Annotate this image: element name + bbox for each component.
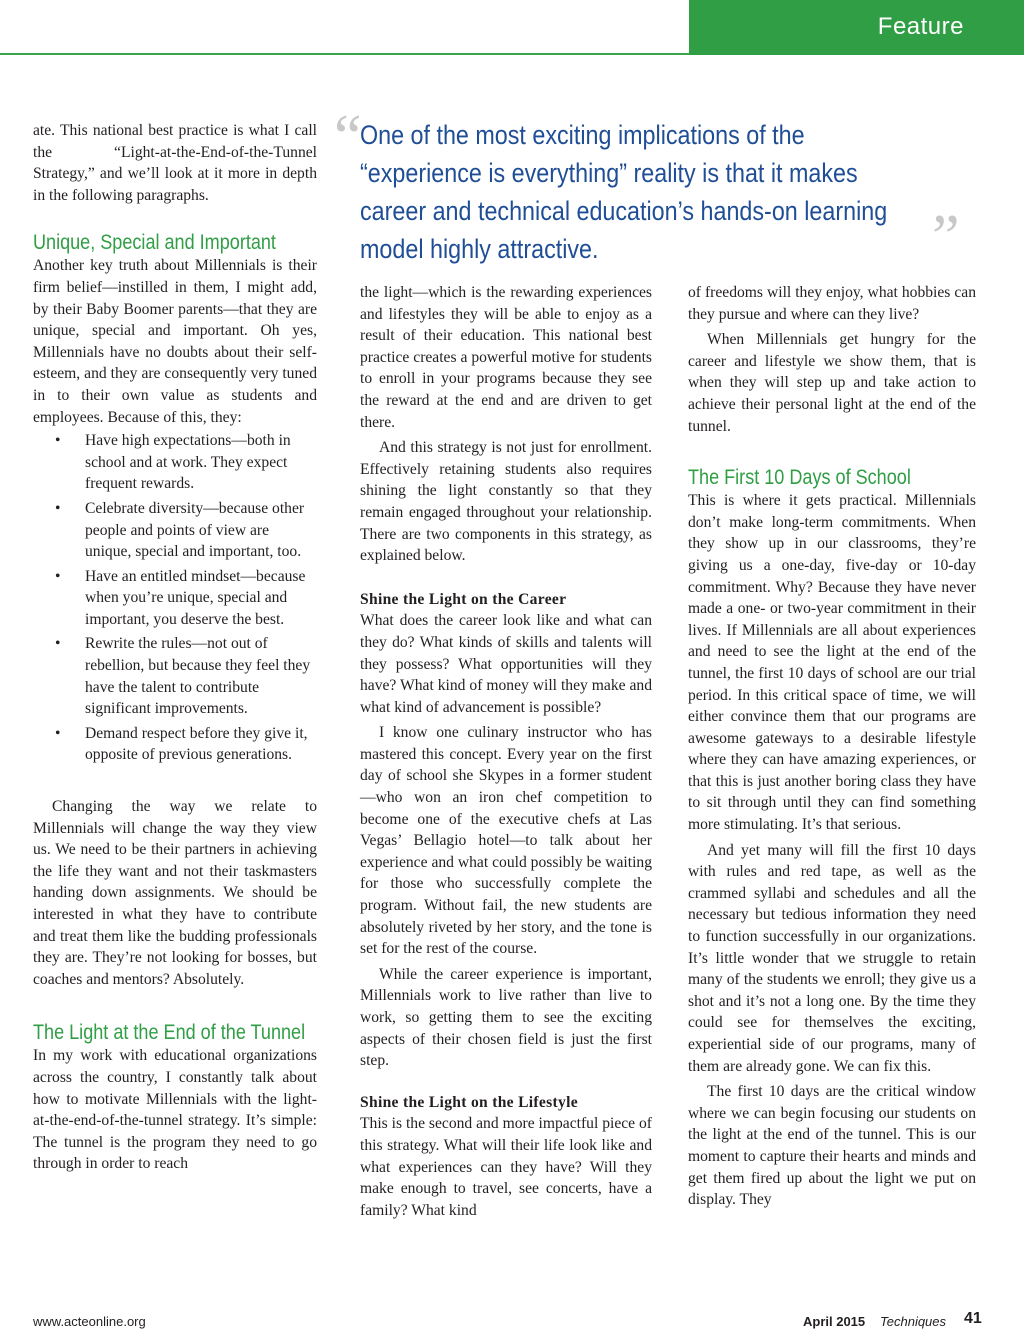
paragraph-intro: ate. This national best practice is what I call the “Light-at-the-End-of-the-Tunnel Strategy,” and we’ll look at it more in depth in the following paragraphs. — [33, 122, 317, 204]
pull-quote: One of the most exciting implications of the “experience is everything” reality is that it makes career and technical education’s hands-on learning model highly attractive. — [360, 120, 888, 264]
bullet-mark: • — [55, 724, 61, 742]
page-number: 41 — [964, 1310, 982, 1327]
column-3 — [688, 282, 976, 1211]
paragraph-window: The first 10 days are the critical window where we can begin focusing our students on the light at the end of the tunnel. This is our moment to capture their hearts and minds and get them fired up about the light we put on display. They — [688, 1083, 976, 1209]
header-rule — [0, 53, 690, 55]
paragraph-culinary: I know one culinary instructor who has mastered this concept. Every year on the first day of school she Skypes in a former student—who won an iron chef competition to become one of the executive chefs at Las Vegas’ Bellagio hotel—to talk about her experience and what could possibly be waiting for those who successfully complete the program. Without fail, the new students are absolutely riveted by her story, and the tone is set for the rest of the course. — [360, 724, 652, 958]
footer-website: www.acteonline.org — [33, 1314, 146, 1329]
heading-light-end-tunnel: The Light at the End of the Tunnel — [33, 1021, 306, 1045]
paragraph-first-days: This is where it gets practical. Millennials don’t make long-term commitments. When they show up in our classrooms, they’re giving us a one-day, five-day or 10-day commitment. Why? Because they have never made a one- or two-year commitment in their lives. If Millennials are all about experiences and need to see the light at the end of the tunnel, the first 10 days of school are our trial period. In this critical space of time, we will either convince them that our programs are awesome gateways to a desirable lifestyle where they can have amazing experiences, or that this is just another boring class they have to sit through until they can find something more stimulating. It’s that serious. — [688, 492, 976, 834]
footer-magazine: Techniques — [880, 1314, 947, 1329]
bullet-item: • Celebrate diversity—because other people and points of view are unique, special and important, too. — [55, 499, 305, 561]
bullet-mark: • — [55, 635, 61, 653]
paragraph-freedoms: of freedoms will they enjoy, what hobbies can they pursue and where can they live? — [688, 284, 976, 323]
paragraph-the-light: the light—which is the rewarding experiences and lifestyles they will be able to enjoy as a result of their education. This national best practice creates a powerful motive for students to enroll in your programs because they see the reward at the end and are driven to get there. — [360, 284, 652, 431]
bullet-list — [33, 430, 317, 766]
heading-shine-career: Shine the Light on the Career — [360, 590, 567, 608]
section-label: Feature — [877, 13, 964, 40]
paragraph-and-yet: And yet many will fill the first 10 days with rules and red tape, as well as the crammed syllabi and schedules and all the necessary but tedious information they need to function successfully in our organizations. It’s little wonder that we struggle to retain many of the students we enroll; they give us a shot and it’s not a long one. By the time they could see for themselves the exciting, experiential side of our programs, many of them are already gone. We can fix this. — [688, 841, 976, 1075]
bullet-item: • Have high expectations—both in school and at work. They expect frequent rewards. — [55, 432, 291, 493]
close-quote-mark: ” — [932, 203, 960, 271]
bullet-item: • Rewrite the rules—not out of rebellion, but because they feel they have the talent to contribute significant improvements. — [55, 635, 311, 718]
bullet-mark: • — [55, 567, 61, 585]
bullet-mark: • — [55, 432, 61, 450]
paragraph-career: What does the career look like and what can they do? What kinds of skills and talents will they possess? What opportunities will they have? What kind of money will they make and what kind of advancement is possible? — [360, 612, 652, 716]
footer-date: April 2015 — [803, 1314, 866, 1329]
paragraph-lifestyle: This is the second and more impactful piece of this strategy. What will their life look like and what experiences can they have? Will they make enough to travel, see concerts, have a family? What kind — [360, 1115, 652, 1219]
bullet-item: • Demand respect before they give it, opposite of previous generations. — [55, 724, 308, 764]
paragraph-while: While the career experience is important, Millennials work to live rather than live to work, so getting them to see the exciting aspects of their chosen field is just the first step. — [360, 965, 652, 1070]
paragraph-changing: Changing the way we relate to Millennials will change the way they view us. We need to be their partners in achieving the life they want and not their taskmasters handing down assignments. We should be interested in what they have to contribute and treat them like the budding professionals they are. They’re not looking for bosses, but coaches and mentors? Absolutely. — [33, 798, 317, 988]
bullet-mark: • — [55, 499, 61, 517]
paragraph-unique: Another key truth about Millennials is their firm belief—instilled in them, I might add, by their Baby Boomer parents—that they are unique, special and important. Oh yes, Millennials have no doubts about their self-esteem, and they are consequently very tuned in to their own value as students and employees. Because of this, they: — [33, 257, 317, 426]
bullet-item: • Have an entitled mindset—because when you’re unique, special and important, you deserve the best. — [55, 567, 306, 628]
column-1 — [33, 120, 317, 1175]
heading-first-10-days: The First 10 Days of School — [688, 466, 911, 490]
heading-shine-lifestyle: Shine the Light on the Lifestyle — [360, 1093, 578, 1111]
section-tab — [689, 0, 1024, 55]
paragraph-hungry: When Millennials get hungry for the career and lifestyle we show them, that is when they will step up and take action to achieve their personal light at the end of the tunnel. — [688, 331, 976, 435]
column-2 — [360, 282, 652, 1221]
open-quote-mark: “ — [334, 103, 362, 171]
paragraph-strategy: And this strategy is not just for enrollment. Effectively retaining students also requires shining the light constantly so that they remain engaged throughout your relationship. There are two components in this strategy, as explained below. — [360, 439, 652, 565]
heading-unique-special-important: Unique, Special and Important — [33, 231, 276, 255]
paragraph-light: In my work with educational organizations across the country, I constantly talk about how to motivate Millennials with the light-at-the-end-of-the-tunnel strategy. It’s simple: The tunnel is the program they need to go through in order to reach — [33, 1047, 317, 1173]
